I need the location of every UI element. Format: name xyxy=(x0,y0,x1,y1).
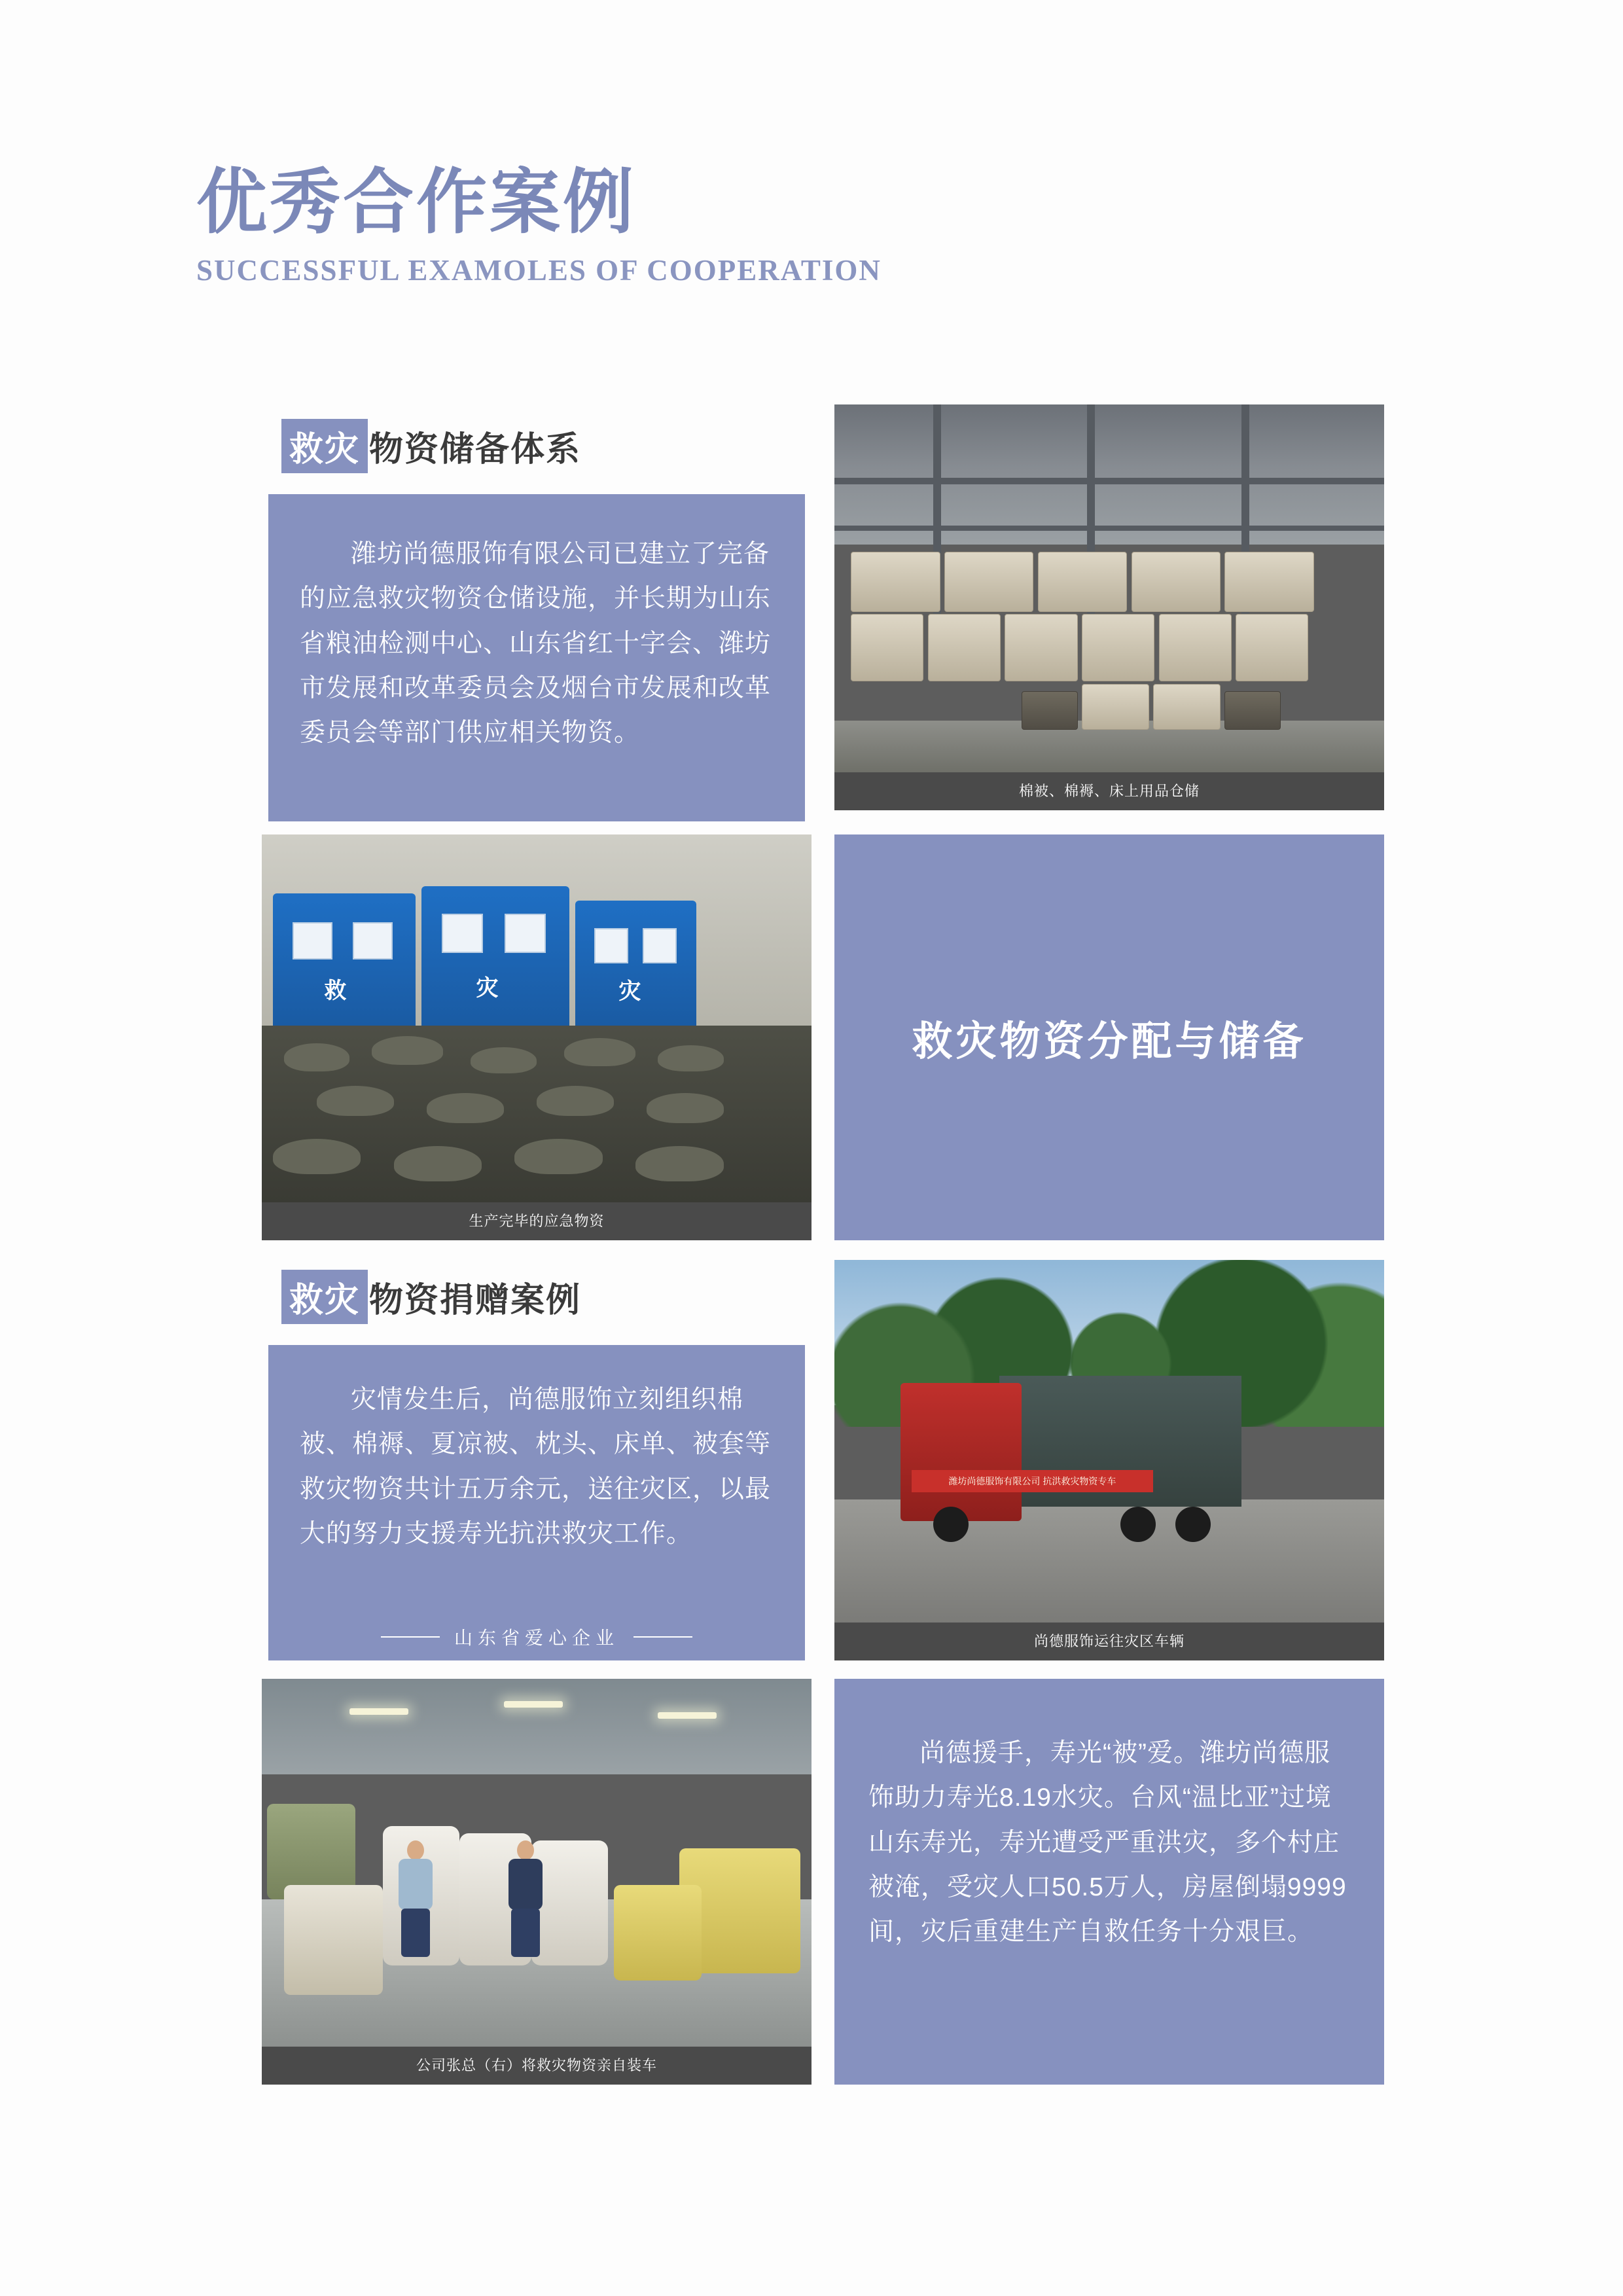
photo-tents-caption: 生产完毕的应急物资 xyxy=(262,1202,812,1240)
ribbon-line-left xyxy=(381,1636,440,1638)
section-badge-2: 救灾 xyxy=(281,1270,368,1324)
textbox-reserve-system xyxy=(268,494,805,821)
band-distribution xyxy=(834,834,1384,1240)
section-title-2: 物资捐赠案例 xyxy=(369,1282,582,1319)
textbox-shouguang-flood-text: 尚德援手，寿光“被”爱。潍坊尚德服饰助力寿光8.19水灾。台风“温比亚”过境山东寿光，寿光遭受严重洪灾，多个村庄被淹，受灾人口50.5万人，房屋倒塌9999间，灾后重建生产自救任务十分艰巨。 xyxy=(868,1739,1347,1946)
page-subtitle: SUCCESSFUL EXAMOLES OF COOPERATION xyxy=(196,253,882,287)
photo-storeroom-caption: 公司张总（右）将救灾物资亲自装车 xyxy=(262,2047,812,2085)
band-distribution-label: 救灾物资分配与储备 xyxy=(912,1018,1307,1064)
photo-truck-caption: 尚德服饰运往灾区车辆 xyxy=(834,1623,1384,1660)
section-badge-1: 救灾 xyxy=(281,419,368,473)
photo-storeroom-image xyxy=(262,1679,812,2047)
photo-warehouse xyxy=(834,404,1384,810)
photo-warehouse-caption: 棉被、棉褥、床上用品仓储 xyxy=(834,772,1384,810)
textbox-reserve-system-text: 潍坊尚德服饰有限公司已建立了完备的应急救灾物资仓储设施，并长期为山东省粮油检测中心、山东省红十字会、潍坊市发展和改革委员会及烟台市发展和改革委员会等部门供应相关物资。 xyxy=(300,540,772,747)
photo-warehouse-image xyxy=(834,404,1384,772)
photo-truck xyxy=(834,1260,1384,1660)
section-title-1: 物资储备体系 xyxy=(369,431,582,469)
textbox-donation-case xyxy=(268,1345,805,1613)
page-header xyxy=(196,164,1440,287)
ribbon-caring-enterprise xyxy=(268,1613,805,1660)
truck-banner-text: 潍坊尚德服饰有限公司 抗洪救灾物资专车 xyxy=(912,1470,1154,1492)
photo-storeroom xyxy=(262,1679,812,2085)
textbox-shouguang-flood xyxy=(834,1679,1384,2085)
photo-tents-image: 救 灾 灾 xyxy=(262,834,812,1202)
ribbon-label: 山东省爱心企业 xyxy=(454,1628,619,1648)
ribbon-line-right xyxy=(633,1636,692,1638)
textbox-donation-case-text: 灾情发生后，尚德服饰立刻组织棉被、棉褥、夏凉被、枕头、床单、被套等救灾物资共计五万余元，送往灾区，以最大的努力支援寿光抗洪救灾工作。 xyxy=(300,1386,772,1548)
photo-tents xyxy=(262,834,812,1240)
photo-truck-image xyxy=(834,1260,1384,1623)
section-heading-reserve xyxy=(281,419,581,473)
section-heading-donation xyxy=(281,1270,581,1324)
page-title: 优秀合作案例 xyxy=(196,162,637,242)
